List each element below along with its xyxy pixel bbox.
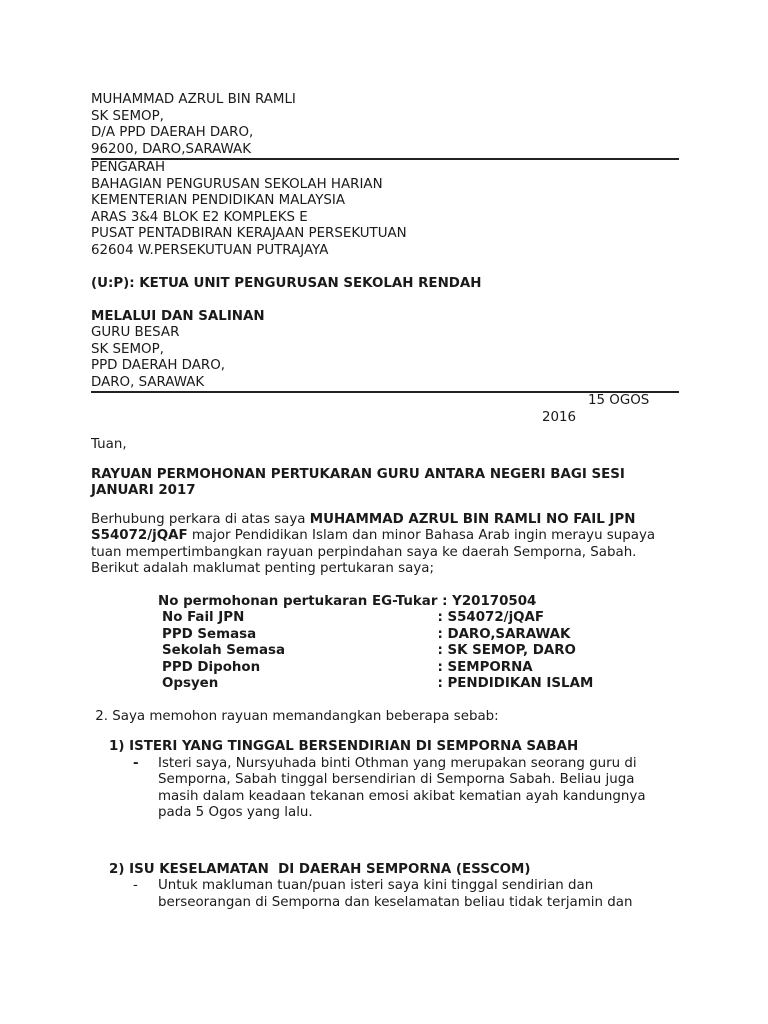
detail-value: : PENDIDIKAN ISLAM	[437, 676, 594, 691]
reason-item	[91, 756, 679, 822]
detail-value: : Y20170504	[437, 593, 537, 609]
detail-label: No Fail JPN	[162, 610, 245, 625]
sender-postcode-city: 96200, DARO,SARAWAK	[91, 141, 251, 157]
table-row	[158, 594, 593, 611]
detail-value: : S54072/jQAF	[437, 610, 545, 625]
via-heading: MELALUI DAN SALINAN	[91, 308, 265, 324]
detail-label: Sekolah Semasa	[162, 643, 286, 658]
recipient-line: BAHAGIAN PENGURUSAN SEKOLAH HARIAN	[91, 176, 383, 192]
recipient-line: ARAS 3&4 BLOK E2 KOMPLEKS E	[91, 209, 308, 225]
reason-text: Untuk makluman tuan/puan isteri saya kini tinggal sendirian dan berseorangan di Semporna dan keselamatan beliau tidak terjamin dan	[158, 878, 633, 910]
table-row	[158, 676, 593, 693]
detail-label: PPD Semasa	[162, 626, 257, 642]
intro-name-file: MUHAMMAD AZRUL BIN RAMLI NO FAIL JPN S54072/jQAF	[91, 511, 636, 543]
date-year: 2016	[542, 409, 577, 425]
subject: RAYUAN PERMOHONAN PERTUKARAN GURU ANTARA NEGERI BAGI SESI JANUARI 2017	[91, 466, 625, 498]
date-day-month: 15 OGOS	[588, 393, 650, 408]
sender-school: SK SEMOP,	[91, 108, 164, 124]
detail-label: No permohonan pertukaran EG-Tukar	[158, 593, 438, 609]
recipient-line: PUSAT PENTADBIRAN KERAJAAN PERSEKUTUAN	[91, 226, 407, 241]
recipient-line: 62604 W.PERSEKUTUAN PUTRAJAYA	[91, 242, 329, 258]
detail-label: Opsyen	[162, 676, 219, 691]
bullet-dash: -	[133, 755, 139, 771]
recipient-line: PENGARAH	[91, 160, 166, 175]
salutation: Tuan,	[91, 437, 127, 452]
intro-text: Berhubung perkara di atas saya	[91, 511, 310, 527]
via-line: GURU BESAR	[91, 325, 180, 340]
table-row	[158, 660, 593, 677]
recipient-line: KEMENTERIAN PENDIDIKAN MALAYSIA	[91, 193, 346, 208]
detail-value: : SK SEMOP, DARO	[437, 643, 576, 658]
letter	[91, 92, 679, 911]
reason-text: Isteri saya, Nursyuhada binti Othman yang merupakan seorang guru di Semporna, Sabah tinggal bersendirian di Semporna Sabah. Beliau juga masih dalam keadaan tekanan emosi akibat kematian ayah kandungnya pada 5 Ogos yang lalu.	[158, 755, 646, 820]
via-line: DARO, SARAWAK	[91, 374, 205, 390]
via-line: SK SEMOP,	[91, 341, 164, 357]
detail-label: PPD Dipohon	[162, 659, 261, 675]
table-row	[158, 627, 593, 644]
detail-value: : SEMPORNA	[437, 659, 533, 675]
table-row	[158, 643, 593, 660]
reason-title: 1) ISTERI YANG TINGGAL BERSENDIRIAN DI SEMPORNA SABAH	[109, 739, 579, 754]
bullet-dash: -	[133, 878, 138, 893]
sender-address	[91, 92, 679, 158]
recipient-address	[91, 160, 679, 259]
transfer-details-table	[158, 594, 593, 693]
attention-line: (U:P): KETUA UNIT PENGURUSAN SEKOLAH RENDAH	[91, 276, 482, 291]
reason-item	[91, 878, 679, 911]
sender-name: MUHAMMAD AZRUL BIN RAMLI	[91, 92, 296, 107]
via-address	[91, 325, 679, 391]
reason-title: 2) ISU KESELAMATAN DI DAERAH SEMPORNA (ESSCOM)	[109, 861, 531, 877]
intro-paragraph	[91, 512, 679, 578]
reasons-intro: 2. Saya memohon rayuan memandangkan beberapa sebab:	[91, 708, 499, 724]
detail-value: : DARO,SARAWAK	[437, 626, 571, 642]
table-row	[158, 610, 593, 627]
intro-text-rest: major Pendidikan Islam dan minor Bahasa Arab ingin merayu supaya tuan mempertimbangkan rayuan perpindahan saya ke daerah Semporna, Sabah. Berikut adalah maklumat penting pertukaran saya;	[91, 528, 656, 576]
via-line: PPD DAERAH DARO,	[91, 358, 225, 373]
sender-care-of: D/A PPD DAERAH DARO,	[91, 125, 254, 140]
